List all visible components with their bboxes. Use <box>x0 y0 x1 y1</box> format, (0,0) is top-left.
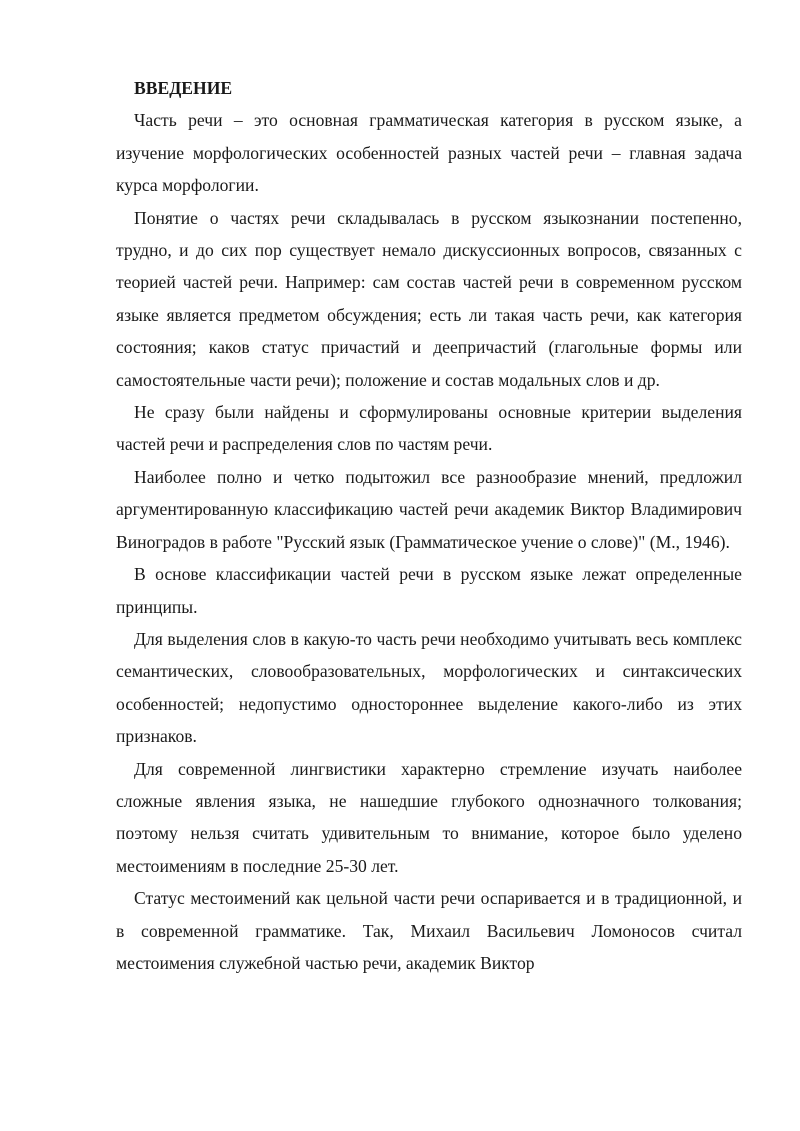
document-page <box>116 72 742 979</box>
paragraph-5: В основе классификации частей речи в русском языке лежат определенные принципы. <box>116 564 742 617</box>
section-heading: ВВЕДЕНИЕ <box>134 78 233 98</box>
paragraph-6: Для выделения слов в какую-то часть речи необходимо учитывать весь комплекс семантических, словообразовательных, морфологических и синтаксических особенностей; недопустимо одностороннее выделение какого-либо из этих признаков. <box>116 628 742 747</box>
paragraph-8: Статус местоимений как цельной части речи оспаривается и в традиционной, и в современной грамматике. Так, Михаил Васильевич Ломоносов считал местоимения служебной частью речи, академик Виктор <box>116 888 742 973</box>
paragraph-1: Часть речи – это основная грамматическая категория в русском языке, а изучение морфологических особенностей разных частей речи – главная задача курса морфологии. <box>116 110 742 196</box>
paragraph-2: Понятие о частях речи складывалась в русском языкознании постепенно, трудно, и до сих пор существует немало дискуссионных вопросов, связанных с теорией частей речи. Например: сам состав частей речи в современном русском языке является предметом обсуждения; есть ли такая часть речи, как категория состояния; каков статус причастий и деепричастий (глагольные формы или самостоятельные части речи); положение и состав модальных слов и др. <box>116 207 742 390</box>
paragraph-7: Для современной лингвистики характерно стремление изучать наиболее сложные явления языка, не нашедшие глубокого однозначного толкования; поэтому нельзя считать удивительным то внимание, которое было уделено местоимениям в последние 25-30 лет. <box>116 758 742 876</box>
paragraph-3: Не сразу были найдены и сформулированы основные критерии выделения частей речи и распределения слов по частям речи. <box>116 402 742 455</box>
paragraph-4: Наиболее полно и четко подытожил все разнообразие мнений, предложил аргументированную классификацию частей речи академик Виктор Владимирович Виноградов в работе "Русский язык (Грамматическое учение о слове)" (М., 1946). <box>116 466 742 552</box>
